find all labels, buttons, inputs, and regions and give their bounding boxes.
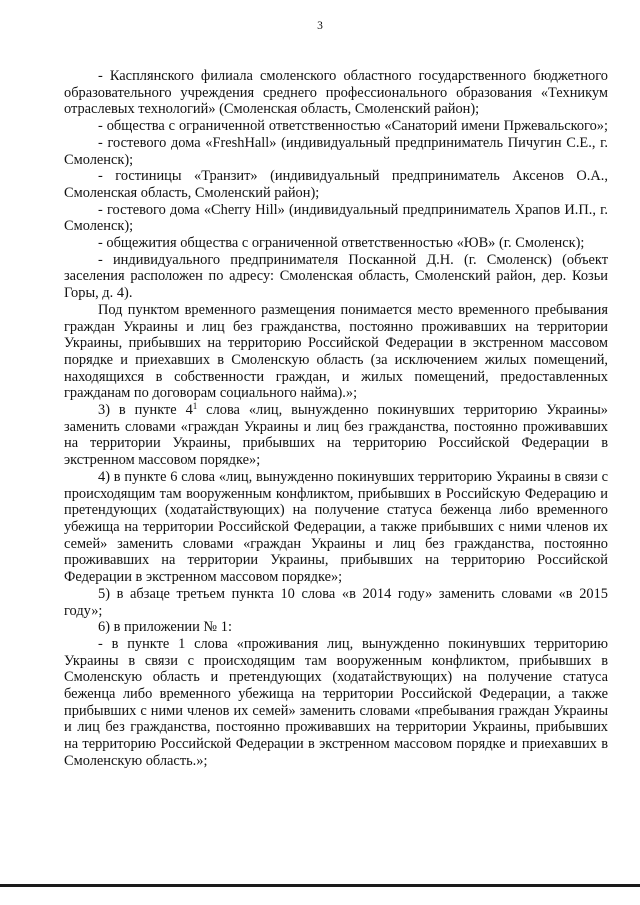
list-item-freshhall: - гостевого дома «FreshHall» (индивидуальный предприниматель Пичугин С.Е., г. Смоленск); bbox=[64, 134, 608, 168]
list-item-poskannaya: - индивидуального предпринимателя Посканной Д.Н. (г. Смоленск) (объект заселения расположен по адресу: Смоленская область, Смоленский район, дер. Козьи Горы, д. 4). bbox=[64, 251, 608, 302]
list-item-dormitory: - общежития общества с ограниченной ответственностью «ЮВ» (г. Смоленск); bbox=[98, 235, 585, 252]
page-number: 3 bbox=[317, 20, 323, 32]
list-item-sanatorium: - общества с ограниченной ответственностью «Санаторий имени Пржевальского»; bbox=[98, 118, 608, 135]
amendment-6-item: - в пункте 1 слова «проживания лиц, вынужденно покинувших территорию Украины в связи с происходящим там вооруженным конфликтом, прибывших в Смоленскую область и претендующих (ходатайствующих) на получение статуса беженца либо временного убежища на территории Российской Федерации, а также прибывших с ними членов их семей» заменить словами «пребывания граждан Украины и лиц без гражданства, постоянно проживавших на территории Украины, прибывших на территорию Российской Федерации в экстренном массовом порядке и приехавших в Смоленскую область.»; bbox=[64, 635, 608, 769]
amendment-3 bbox=[64, 402, 608, 469]
amendment-3-superscript: 1 bbox=[192, 401, 198, 412]
amendment-5: 5) в абзаце третьем пункта 10 слова «в 2014 году» заменить словами «в 2015 году»; bbox=[64, 585, 608, 619]
bottom-divider bbox=[0, 884, 640, 887]
definition-paragraph: Под пунктом временного размещения понимается место временного пребывания граждан Украины и лиц без гражданства, постоянно проживавших на территории Украины, прибывших на территорию Российской Федерации в экстренном массовом порядке и приехавших в Смоленскую область (за исключением жилых помещений, находящихся в собственности граждан, и жилых помещений, предоставленных гражданам по договорам социального найма).»; bbox=[64, 301, 608, 402]
amendment-4: 4) в пункте 6 слова «лиц, вынужденно покинувших территорию Украины в связи с происходящим там вооруженным конфликтом, прибывших в Российскую Федерацию и претендующих (ходатайствующих) на получение статуса беженца либо временного убежища на территории Российской Федерации, а также прибывших с ними членов их семей» заменить словами «граждан Украины и лиц без гражданства, постоянно проживавших на территории Украины, прибывших на территорию Российской Федерации в экстренном массовом порядке»; bbox=[64, 468, 608, 586]
amendment-3-rest: слова «лиц, вынужденно покинувших территорию Украины» заменить словами «граждан Украины и лиц без гражданства, постоянно проживавших на территории Украины, прибывших на территорию Российской Федерации в экстренном массовом порядке»; bbox=[64, 402, 608, 469]
list-item-tranzit: - гостиницы «Транзит» (индивидуальный предприниматель Аксенов О.А., Смоленская область, Смоленский район); bbox=[64, 168, 608, 201]
amendment-6: 6) в приложении № 1: bbox=[98, 619, 232, 636]
amendment-3-start: 3) в пункте 4 bbox=[98, 402, 193, 419]
document-body bbox=[64, 68, 608, 770]
list-item-cherry-hill: - гостевого дома «Cherry Hill» (индивидуальный предприниматель Храпов И.П., г. Смоленск); bbox=[64, 201, 608, 235]
list-item-kasplya: - Касплянского филиала смоленского областного государственного бюджетного образовательного учреждения среднего профессионального образования «Техникум отраслевых технологий» (Смоленская область, Смоленский район); bbox=[64, 68, 608, 118]
